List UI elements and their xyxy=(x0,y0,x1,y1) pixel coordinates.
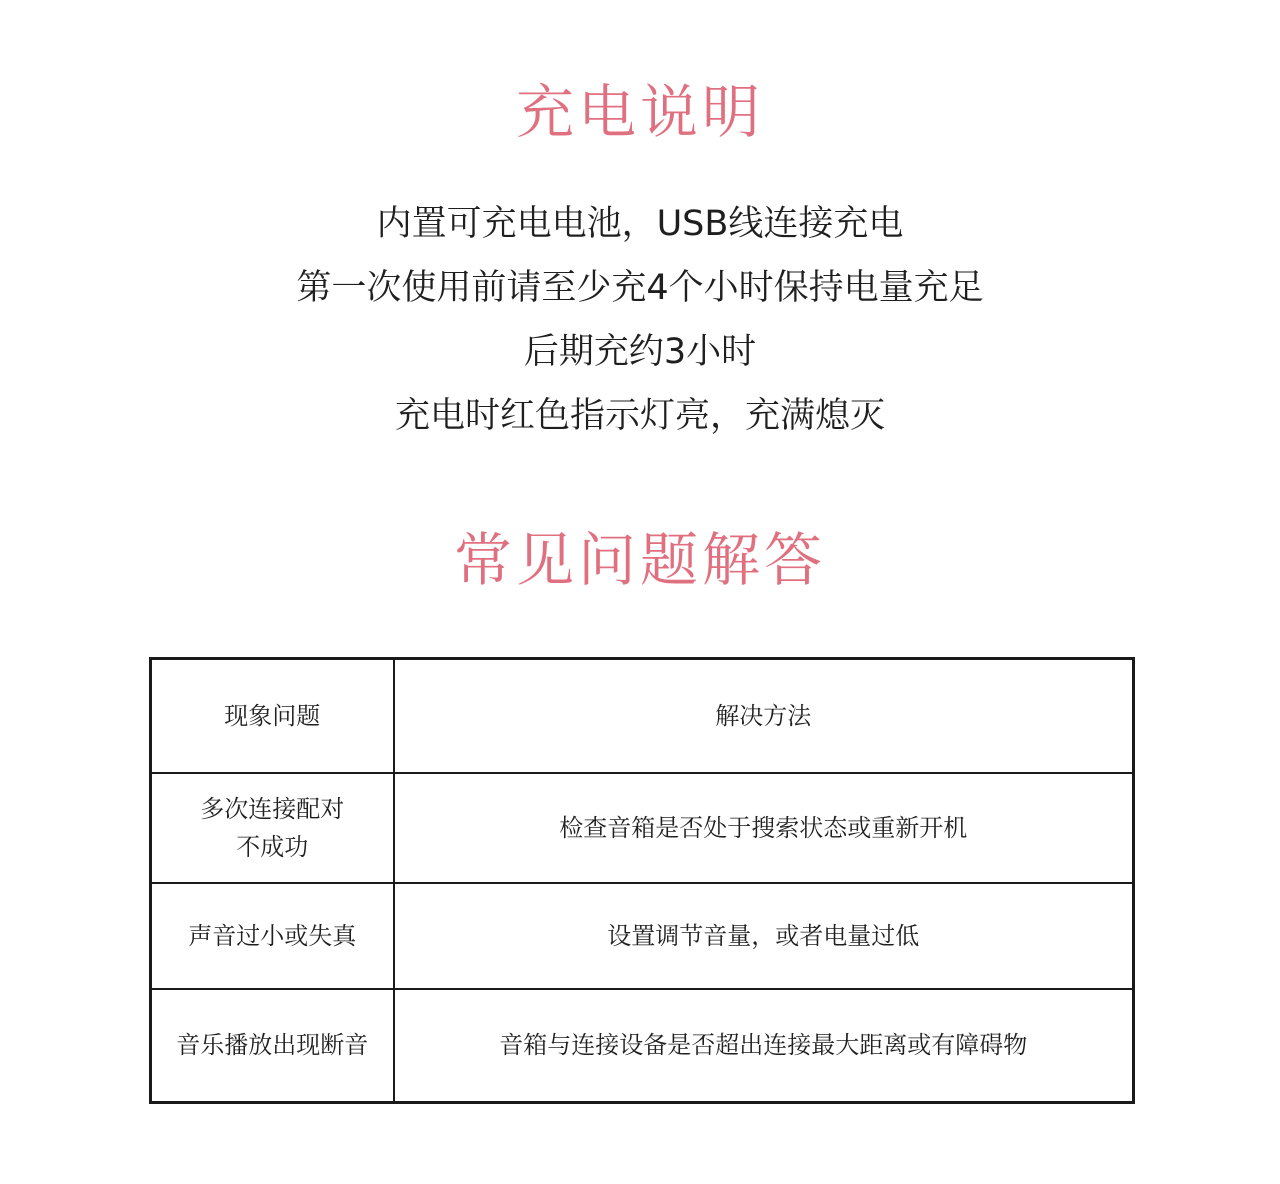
charging-line: 后期充约3小时 xyxy=(523,332,757,372)
solution-cell: 检查音箱是否处于搜索状态或重新开机 xyxy=(394,773,1134,883)
problem-cell: 音乐播放出现断音 xyxy=(151,989,394,1103)
charging-line: 内置可充电电池，USB线连接充电 xyxy=(376,204,904,244)
problem-cell: 声音过小或失真 xyxy=(151,883,394,989)
faq-table xyxy=(149,657,1135,1104)
table-row xyxy=(151,883,1134,989)
faq-title: 常见问题解答 xyxy=(453,526,826,594)
solution-cell: 设置调节音量，或者电量过低 xyxy=(394,883,1134,989)
charging-line: 第一次使用前请至少充4个小时保持电量充足 xyxy=(296,268,984,308)
header-solution: 解决方法 xyxy=(394,659,1134,773)
table-row xyxy=(151,773,1134,883)
charging-instructions xyxy=(0,192,1280,448)
solution-cell: 音箱与连接设备是否超出连接最大距离或有障碍物 xyxy=(394,989,1134,1103)
table-header-row xyxy=(151,659,1134,773)
charging-line: 充电时红色指示灯亮，充满熄灭 xyxy=(394,396,885,436)
charging-title: 充电说明 xyxy=(515,78,764,146)
problem-cell: 多次连接配对 不成功 xyxy=(151,773,394,883)
header-problem: 现象问题 xyxy=(151,659,394,773)
table-row xyxy=(151,989,1134,1103)
